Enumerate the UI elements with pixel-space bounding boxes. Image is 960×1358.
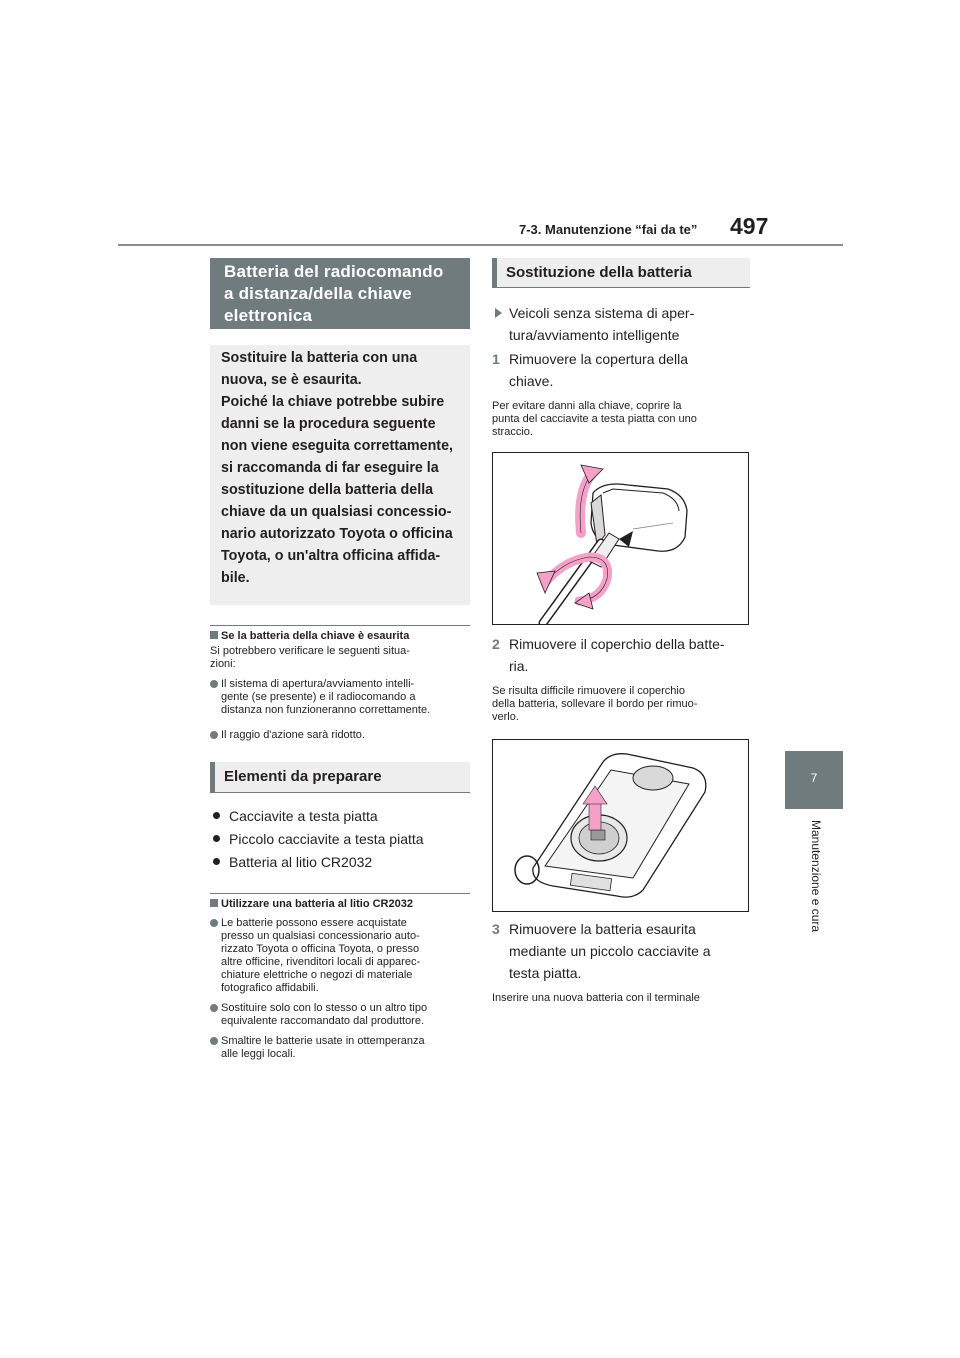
- section-title: 7-3. Manutenzione “fai da te”: [519, 222, 698, 237]
- exhausted-heading: Se la batteria della chiave è esaurita: [210, 625, 470, 642]
- list-item: Piccolo cacciavite a testa piatta: [210, 830, 470, 848]
- battery-section-title: Batteria del radiocomando a distanza/della chiave elettronica: [210, 258, 470, 329]
- right-column: [492, 258, 750, 1005]
- list-item: Batteria al litio CR2032: [210, 853, 470, 871]
- header-rule: [118, 244, 843, 246]
- page-number: 497: [730, 213, 769, 239]
- list-item: Il sistema di apertura/avviamento intelli- gente (se presente) e il radiocomando a distanza non funzioneranno correttamente.: [210, 678, 470, 717]
- step-number: 3: [492, 921, 500, 937]
- intro-box: Sostituire la batteria con una nuova, se è esaurita. Poiché la chiave potrebbe subire danni se la procedura seguente non viene eseguita correttamente, si raccomanda di far eseguire la sostituzione della batteria della chiave da un qualsiasi concessio- nario autorizzato Toyota o officina Toyota, o un'altra officina affida- bile.: [210, 345, 470, 605]
- step-number: 1: [492, 351, 500, 367]
- chapter-tab: 7: [785, 751, 843, 809]
- exhausted-intro: Si potrebbero verificare le seguenti situa- zioni:: [210, 645, 410, 670]
- step-1: 1 Rimuovere la copertura della chiave.: [492, 348, 750, 392]
- vehicle-condition: Veicoli senza sistema di aper- tura/avviamento intelligente: [492, 302, 750, 346]
- list-item: Smaltire le batterie usate in ottemperanza alle leggi locali.: [210, 1035, 470, 1061]
- step-2: 2 Rimuovere il coperchio della batte- ria.: [492, 633, 750, 677]
- square-bullet-icon: [210, 899, 218, 907]
- step-3-note: Inserire una nuova batteria con il terminale: [492, 992, 700, 1004]
- step-number: 2: [492, 636, 500, 652]
- list-item: Le batterie possono essere acquistate presso un qualsiasi concessionario auto- rizzato Toyota o officina Toyota, o presso altre officine, rivenditori locali di apparec- chiature elettriche o negozi di materiale fotografico affidabili.: [210, 917, 470, 995]
- lithium-heading: Utilizzare una batteria al litio CR2032: [210, 893, 470, 910]
- list-item: Il raggio d'azione sarà ridotto.: [210, 729, 470, 742]
- step-3: 3 Rimuovere la batteria esaurita mediante un piccolo cacciavite a testa piatta.: [492, 918, 750, 984]
- list-item: Sostituire solo con lo stesso o un altro tipo equivalente raccomandato dal produttore.: [210, 1002, 470, 1028]
- replacement-title: Sostituzione della batteria: [492, 258, 750, 288]
- figure-remove-battery-cover: [492, 739, 749, 912]
- key-cover-illustration: [493, 453, 748, 624]
- chapter-label: [805, 820, 823, 960]
- square-bullet-icon: [210, 631, 218, 639]
- step-2-note: Se risulta difficile rimuovere il coperchio della batteria, sollevare il bordo per rimuo- verlo.: [492, 685, 698, 723]
- list-item: Cacciavite a testa piatta: [210, 807, 470, 825]
- battery-cover-illustration: [493, 740, 748, 911]
- figure-remove-cover: [492, 452, 749, 625]
- prepare-list: [210, 807, 470, 871]
- step-1-note: Per evitare danni alla chiave, coprire la punta del cacciavite a testa piatta con uno straccio.: [492, 400, 697, 438]
- prepare-title: Elementi da preparare: [210, 762, 470, 793]
- left-column: [210, 258, 470, 1061]
- chapter-title: Manutenzione e cura: [809, 820, 823, 933]
